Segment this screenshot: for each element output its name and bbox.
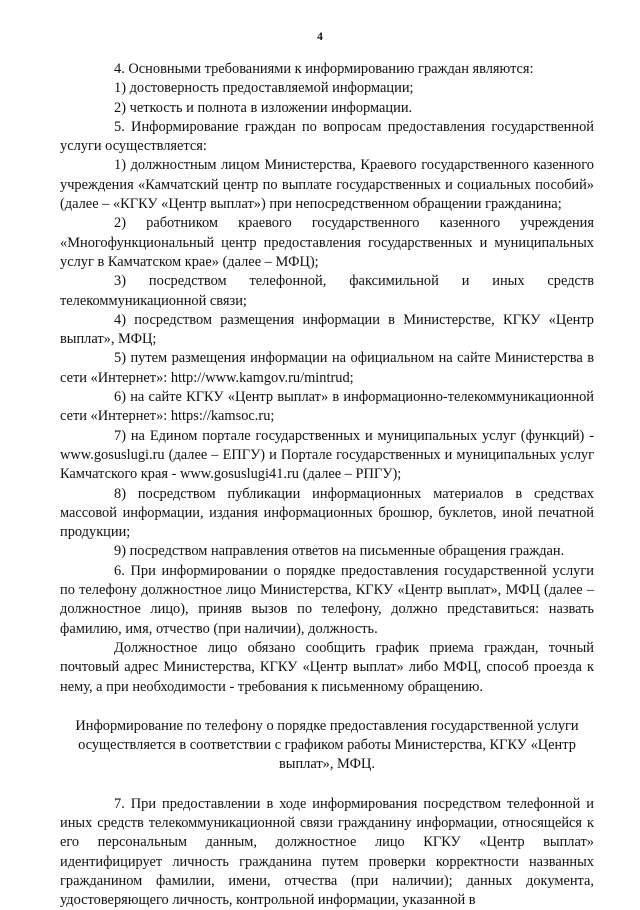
paragraph-informing-4: 4) посредством размещения информации в Министерстве, КГКУ «Центр выплат», МФЦ; bbox=[60, 311, 594, 348]
paragraph-informing-9: 9) посредством направления ответов на письменные обращения граждан. bbox=[114, 543, 565, 560]
document-body bbox=[60, 60, 594, 910]
paragraph-informing-intro: 5. Информирование граждан по вопросам предоставления государственной услуги осуществляется: bbox=[60, 118, 594, 155]
page-number: 4 bbox=[317, 31, 323, 43]
paragraph-informing-7: 7) на Едином портале государственных и муниципальных услуг (функций) - www.gosuslugi.ru (далее – ЕПГУ) и Портале государственных и муниципальных услуг Камчатского края - www.gosuslugi41.ru (далее – РПГУ); bbox=[60, 427, 594, 483]
paragraph-informing-8: 8) посредством публикации информационных материалов в средствах массовой информации, издания информационных брошюр, буклетов, иной печатной продукции; bbox=[60, 485, 594, 541]
paragraph-personal-data: 7. При предоставлении в ходе информирования посредством телефонной и иных средств телекоммуникационной связи гражданину информации, относящейся к его персональным данным, должностное лицо КГКУ «Центр выплат» идентифицирует личность гражданина путем проверки корректности названных гражданином фамилии, имени, отчества (при наличии); данных документа, удостоверяющего личность, контрольной информации, указанной в bbox=[60, 795, 594, 909]
paragraph-informing-1: 1) должностным лицом Министерства, Краевого государственного казенного учреждения «Камчатский центр по выплате государственных и социальных пособий» (далее – «КГКУ «Центр выплат») при непосредственном обращении гражданина; bbox=[60, 157, 594, 213]
paragraph-requirements-intro: 4. Основными требованиями к информированию граждан являются: bbox=[114, 61, 534, 77]
paragraph-informing-6: 6) на сайте КГКУ «Центр выплат» в информационно-телекоммуникационной сети «Интернет»: https://kamsoc.ru; bbox=[60, 389, 594, 425]
paragraph-informing-5: 5) путем размещения информации на официальном на сайте Министерства в сети «Интернет»: http://www.kamgov.ru/mintrud; bbox=[60, 350, 594, 386]
paragraph-phone-informing: 6. При информировании о порядке предоставления государственной услуги по телефону должностное лицо Министерства, КГКУ «Центр выплат», МФЦ (далее – должностное лицо), приняв вызов по телефону, должно представиться: назвать фамилию, имя, отчество (при наличии), должность. bbox=[60, 562, 594, 637]
paragraph-requirement-2: 2) четкость и полнота в изложении информации. bbox=[114, 99, 413, 116]
paragraph-official-obligation: Должностное лицо обязано сообщить график приема граждан, точный почтовый адрес Министерства, КГКУ «Центр выплат» либо МФЦ, способ проезда к нему, а при необходимости - требования к письменному обращению. bbox=[60, 639, 594, 695]
paragraph-informing-3: 3) посредством телефонной, факсимильной и иных средств телекоммуникационной связи; bbox=[60, 273, 594, 309]
centered-phone-schedule-note: Информирование по телефону о порядке предоставления государственной услуги осуществляется в соответствии с графиком работы Министерства, КГКУ «Центр выплат», МФЦ. bbox=[75, 717, 579, 773]
paragraph-requirement-1: 1) достоверность предоставляемой информации; bbox=[114, 80, 414, 97]
paragraph-informing-2: 2) работником краевого государственного казенного учреждения «Многофункциональный центр предоставления государственных и муниципальных услуг в Камчатском крае» (далее – МФЦ); bbox=[60, 215, 594, 270]
